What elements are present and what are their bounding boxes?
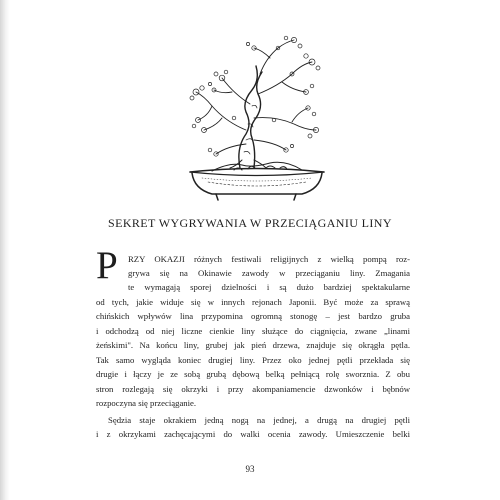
body-line: Tak samo wygląda koniec drugiej liny. Przez oko jednej pętli przekłada się — [96, 355, 410, 365]
body-line: stron rozlegają się okrzyki i przy akompaniamencie dzwonków i bębnów — [96, 384, 410, 394]
page-gutter-shadow — [0, 0, 10, 500]
bonsai-branches — [196, 40, 316, 154]
body-line: żeńskimi". Na końcu liny, grubej jak pień drzewa, znajduje się okrągła pętla. — [96, 340, 410, 350]
page-number: 93 — [245, 464, 255, 474]
bonsai-pot — [190, 169, 324, 201]
body-line: chińskich wpływów lina przypomina ogromną stonogę – jest bardzo gruba — [96, 311, 410, 321]
body-line: i odchodzą od niej liczne cienkie liny służące do ciągnięcia, zwane „linami — [96, 326, 410, 336]
body-line: drugie i łączy je ze sobą grubą dębową belką pełniącą rolę sworznia. Z obu — [96, 369, 410, 379]
drop-cap: P — [96, 244, 118, 287]
bonsai-illustration — [182, 34, 332, 206]
bonsai-blossoms — [190, 36, 320, 156]
body-line: RZY OKAZJI różnych festiwali religijnych z wielką pompą roz- — [128, 254, 410, 264]
body-line: Sędzia staje okrakiem jedną nogą na jednej, a drugą na drugiej pętli — [108, 415, 410, 425]
body-line: rozpoczyna się przeciąganie. — [96, 398, 197, 408]
chapter-title: SEKRET WYGRYWANIA W PRZECIĄGANIU LINY — [108, 216, 392, 230]
body-line: i z okrzykami zachęcającymi do walki ocenia zawody. Umieszczenie belki — [96, 429, 410, 439]
body-line: od tych, jakie widuje się w innych rejonach Japonii. Być może za sprawą — [96, 297, 410, 307]
body-line: te wymagają sporej dzielności i są dużo bardziej spektakularne — [128, 282, 410, 292]
body-line: grywa się na Okinawie zawody w przeciąganiu liny. Zmagania — [128, 268, 410, 278]
